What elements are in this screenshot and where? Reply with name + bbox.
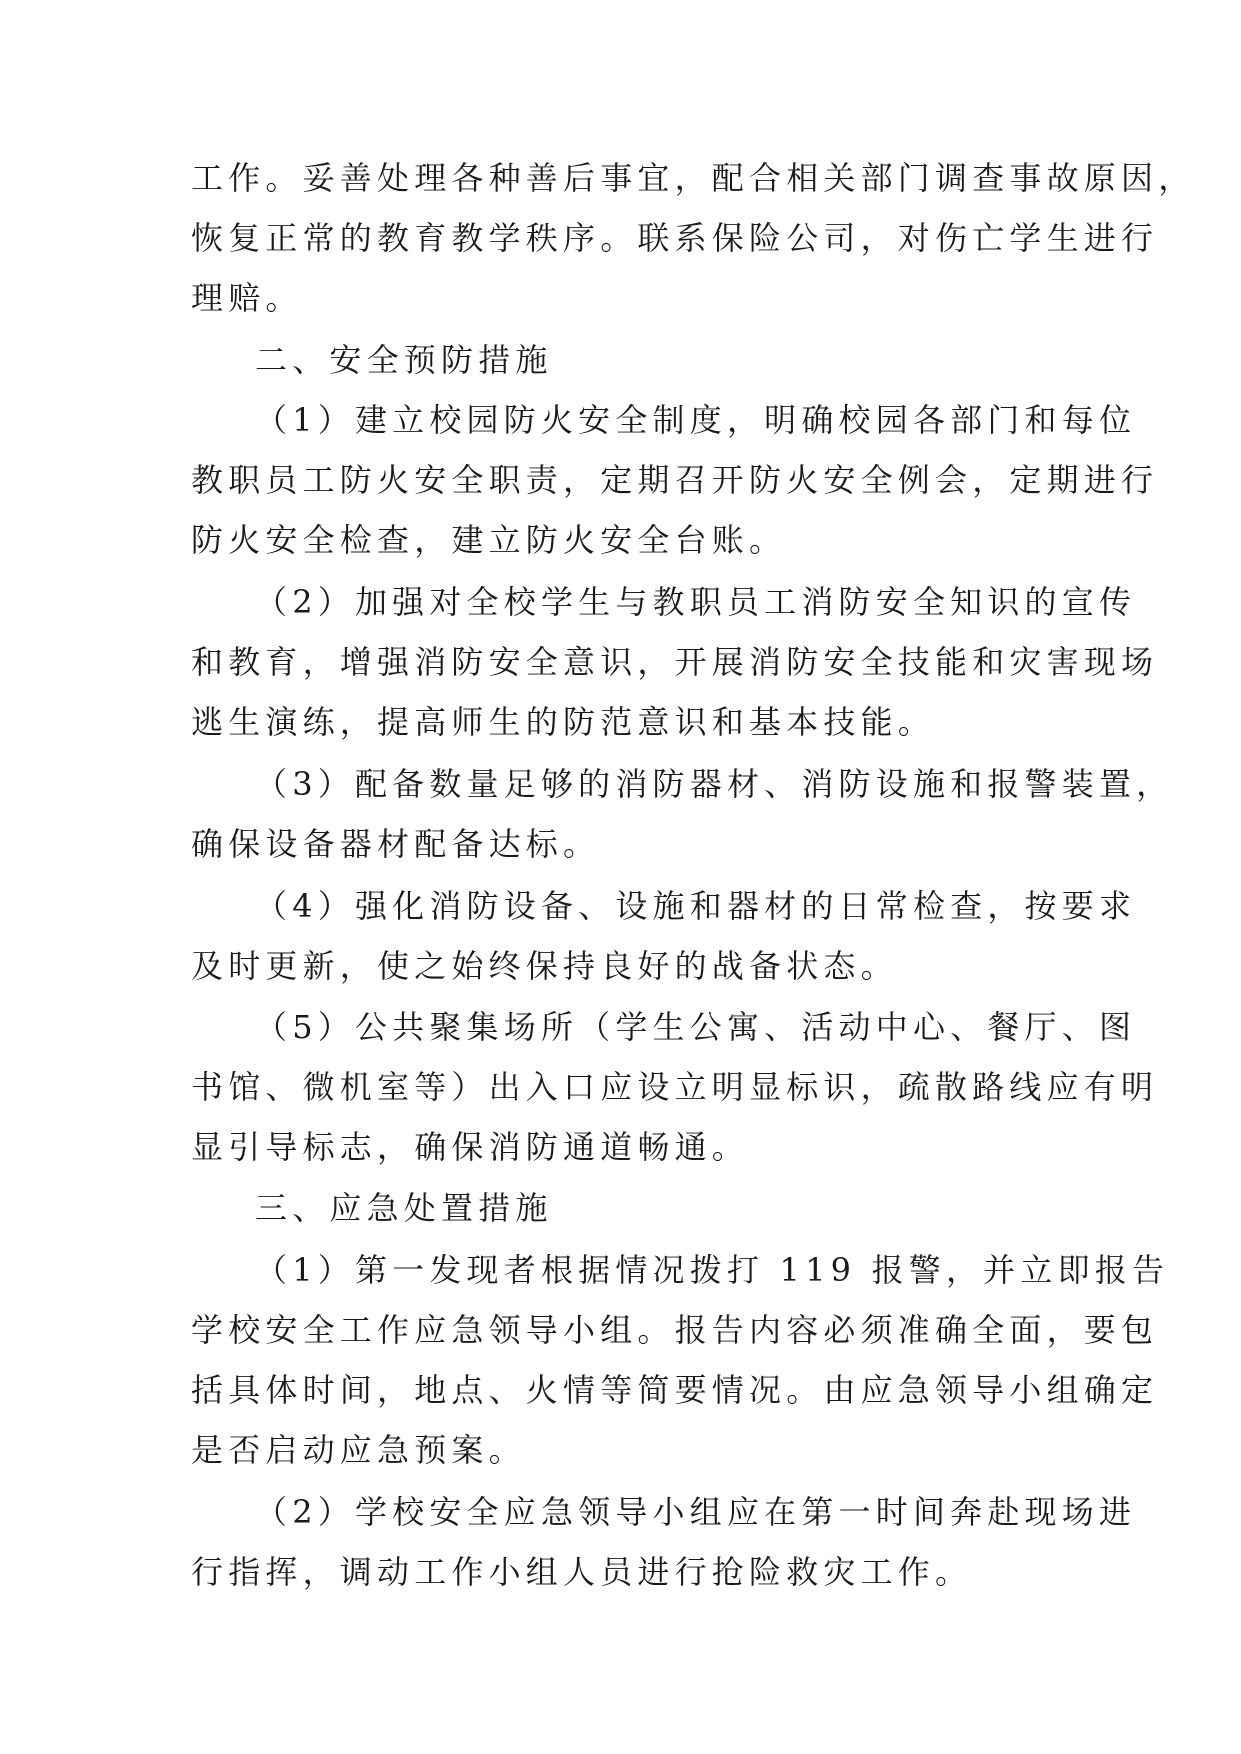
- paragraph-start: （5）公共聚集场所（学生公寓、活动中心、餐厅、图: [255, 1008, 1137, 1046]
- paragraph-start: （3）配备数量足够的消防器材、消防设施和报警装置，: [255, 765, 1174, 803]
- section-heading: 二、安全预防措施: [255, 341, 553, 379]
- section-heading: 三、应急处置措施: [255, 1189, 553, 1227]
- text-line: 是否启动应急预案。: [191, 1431, 526, 1469]
- text-line: 理赔。: [191, 279, 303, 317]
- text-line: 书馆、微机室等）出入口应设立明显标识，疏散路线应有明: [191, 1068, 1159, 1106]
- text-line: 行指挥，调动工作小组人员进行抢险救灾工作。: [191, 1553, 973, 1591]
- text-line: 教职员工防火安全职责，定期召开防火安全例会，定期进行: [191, 461, 1159, 499]
- text-line: 确保设备器材配备达标。: [191, 825, 601, 863]
- text-line: 逃生演练，提高师生的防范意识和基本技能。: [191, 703, 936, 741]
- text-line: 和教育，增强消防安全意识，开展消防安全技能和灾害现场: [191, 643, 1159, 681]
- paragraph-start: （2）加强对全校学生与教职员工消防安全知识的宣传: [255, 583, 1137, 621]
- paragraph-start: （1）建立校园防火安全制度，明确校园各部门和每位: [255, 401, 1137, 439]
- text-line: 及时更新，使之始终保持良好的战备状态。: [191, 947, 898, 985]
- text-line: 防火安全检查，建立防火安全台账。: [191, 521, 787, 559]
- paragraph-start: （2）学校安全应急领导小组应在第一时间奔赴现场进: [255, 1493, 1137, 1531]
- text-line: 恢复正常的教育教学秩序。联系保险公司，对伤亡学生进行: [191, 219, 1159, 257]
- text-line: 学校安全工作应急领导小组。报告内容必须准确全面，要包: [191, 1311, 1159, 1349]
- text-line: 工作。妥善处理各种善后事宜，配合相关部门调查事故原因，: [191, 159, 1196, 197]
- text-line: 括具体时间，地点、火情等简要情况。由应急领导小组确定: [191, 1371, 1159, 1409]
- paragraph-start: （1）第一发现者根据情况拨打 119 报警，并立即报告: [255, 1251, 1170, 1289]
- paragraph-start: （4）强化消防设备、设施和器材的日常检查，按要求: [255, 887, 1137, 925]
- text-line: 显引导标志，确保消防通道畅通。: [191, 1128, 750, 1166]
